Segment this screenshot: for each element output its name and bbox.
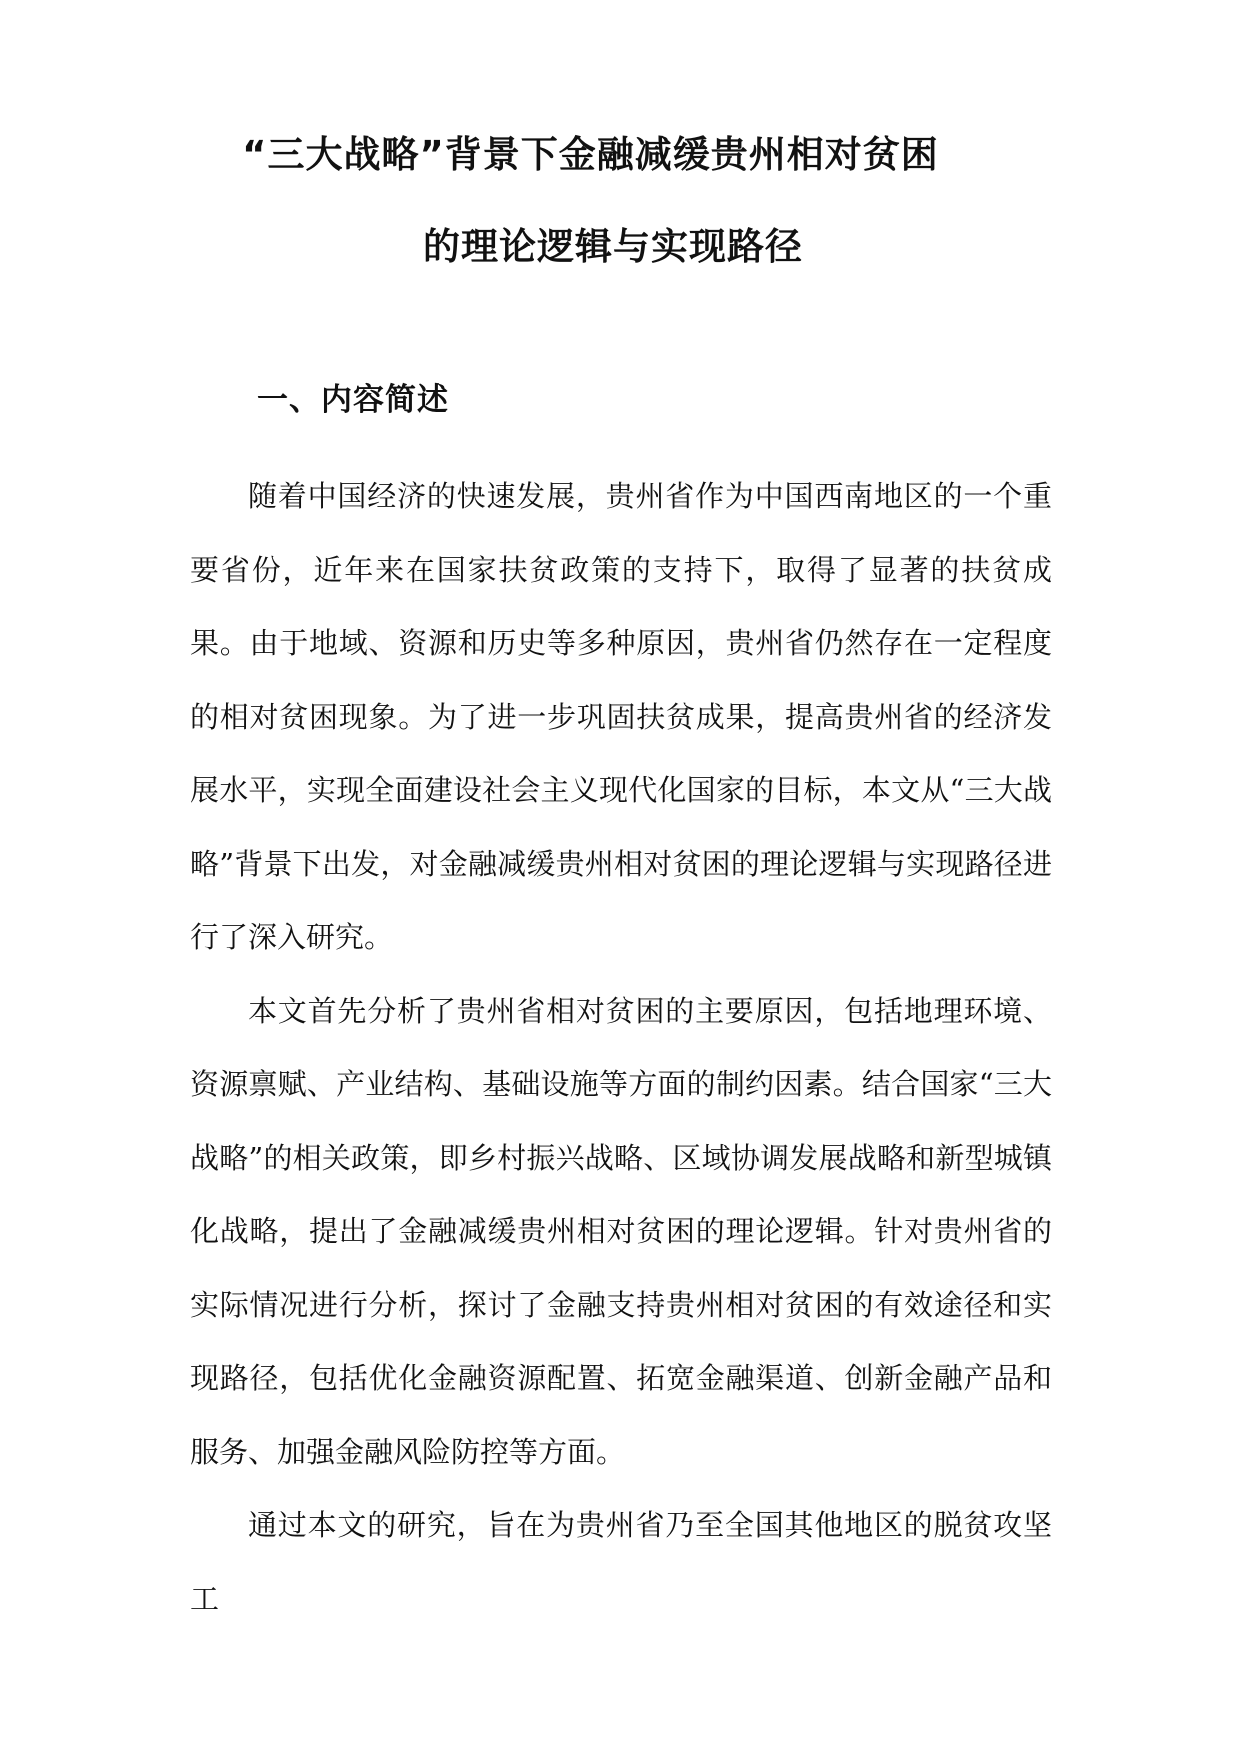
paragraph-2: 本文首先分析了贵州省相对贫困的主要原因，包括地理环境、资源禀赋、产业结构、基础设施等方面的制约因素。结合国家“三大战略”的相关政策，即乡村振兴战略、区域协调发展战略和新型城镇化战略，提出了金融减缓贵州相对贫困的理论逻辑。针对贵州省的实际情况进行分析，探讨了金融支持贵州相对贫困的有效途径和实现路径，包括优化金融资源配置、拓宽金融渠道、创新金融产品和服务、加强金融风险防控等方面。 bbox=[190, 993, 1052, 1469]
title-line-1: “三大战略”背景下金融减缓贵州相对贫困 bbox=[242, 133, 939, 176]
paragraph-1: 随着中国经济的快速发展，贵州省作为中国西南地区的一个重要省份，近年来在国家扶贫政策的支持下，取得了显著的扶贫成果。由于地域、资源和历史等多种原因，贵州省仍然存在一定程度的相对贫困现象。为了进一步巩固扶贫成果，提高贵州省的经济发展水平，实现全面建设社会主义现代化国家的目标，本文从“三大战略”背景下出发，对金融减缓贵州相对贫困的理论逻辑与实现路径进行了深入研究。 bbox=[190, 479, 1052, 954]
title-line-2: 的理论逻辑与实现路径 bbox=[423, 225, 803, 268]
body-text bbox=[190, 460, 1052, 1636]
section-heading: 一、内容简述 bbox=[257, 382, 449, 418]
paragraph-3: 通过本文的研究，旨在为贵州省乃至全国其他地区的脱贫攻坚工 bbox=[190, 1508, 1052, 1616]
document-title bbox=[0, 135, 1241, 267]
